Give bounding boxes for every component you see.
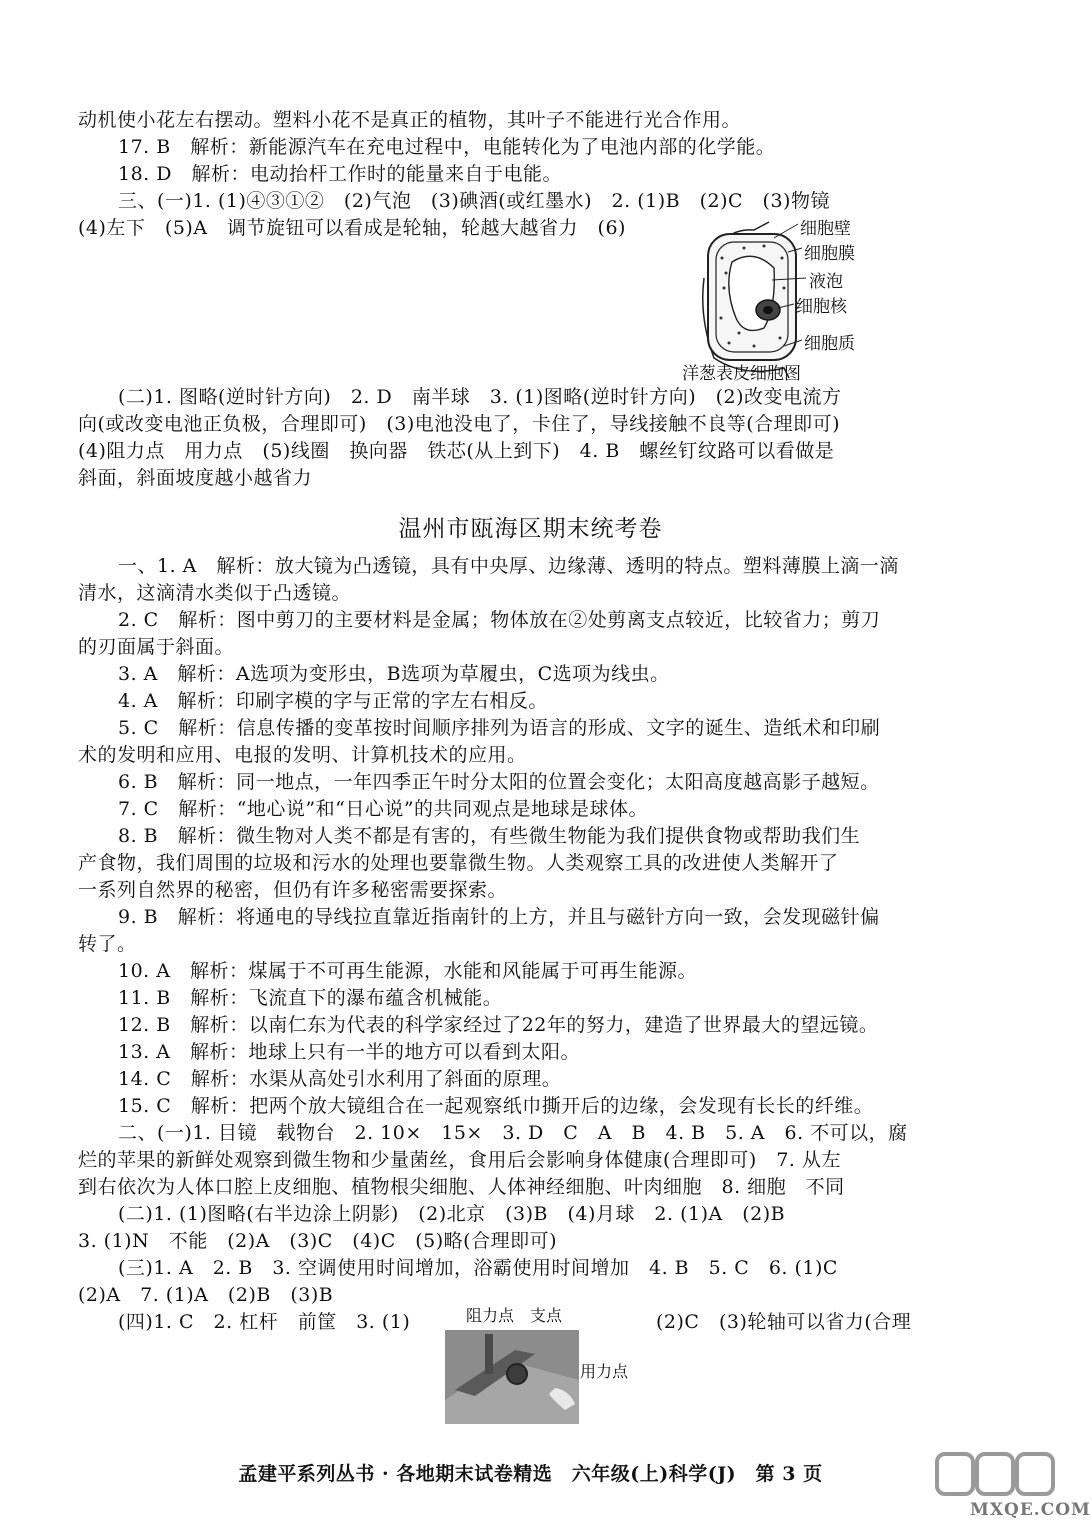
text-line: 二、(一)1. 目镜 载物台 2. 10× 15× 3. D C A B 4. B 5. A 6. 不可以，腐 [118,1122,908,1144]
text-line: 17. B 解析：新能源汽车在充电过程中，电能转化为了电池内部的化学能。 [118,136,776,158]
text-line: 2. C 解析：图中剪刀的主要材料是金属；物体放在②处剪离支点较近，比较省力；剪刀 [118,609,881,631]
label-cell-membrane: 细胞膜 [804,244,855,264]
label-effort-point: 用力点 [580,1362,629,1381]
lever-photo [445,1330,579,1424]
page-footer: 孟建平系列丛书 · 各地期末试卷精选 六年级(上)科学(J) 第 3 页 [238,1463,823,1485]
lever-photo-drawing [445,1330,579,1424]
text-line: 向(或改变电池正负极，合理即可) (3)电池没电了，卡住了，导线接触不良等(合理即可) [78,413,841,435]
text-line: 三、(一)1. (1)④③①② (2)气泡 (3)碘酒(或红墨水) 2. (1)B (2)C (3)物镜 [118,190,830,212]
label-vacuole: 液泡 [809,272,843,292]
label-nucleus: 细胞核 [796,297,847,317]
text-line: (四)1. C 2. 杠杆 前筐 3. (1) [118,1311,411,1333]
text-line: 烂的苹果的新鲜处观察到微生物和少量菌丝，食用后会影响身体健康(合理即可) 7. 从左 [78,1149,841,1171]
text-line: 8. B 解析：微生物对人类不都是有害的，有些微生物能为我们提供食物或帮助我们生 [118,825,861,847]
text-line: 到右依次为人体口腔上皮细胞、植物根尖细胞、人体神经细胞、叶肉细胞 8. 细胞 不同 [78,1176,845,1198]
section-title: 温州市瓯海区期末统考卷 [398,516,663,542]
text-line: 18. D 解析：电动抬杆工作时的能量来自于电能。 [118,163,562,185]
text-line: (二)1. (1)图略(右半边涂上阴影) (2)北京 (3)B (4)月球 2. (1)A (2)B [118,1203,786,1225]
onion-cell-diagram [682,218,874,388]
figure-caption: 洋葱表皮细胞图 [682,364,801,384]
text-line: 转了。 [78,933,137,955]
text-line: 一、1. A 解析：放大镜为凸透镜，具有中央厚、边缘薄、透明的特点。塑料薄膜上滴一滴 [118,555,899,577]
text-line: 一系列自然界的秘密，但仍有许多秘密需要探索。 [78,879,508,901]
text-line: 3. (1)N 不能 (2)A (3)C (4)C (5)略(合理即可) [78,1230,557,1252]
text-line: 12. B 解析：以南仁东为代表的科学家经过了22年的努力，建造了世界最大的望远镜。 [118,1014,879,1036]
text-line: 产食物，我们周围的垃圾和污水的处理也要靠微生物。人类观察工具的改进使人类解开了 [78,852,839,874]
label-fulcrum: 支点 [530,1306,563,1325]
text-line: 13. A 解析：地球上只有一半的地方可以看到太阳。 [118,1041,580,1063]
text-line: (2)C (3)轮轴可以省力(合理 [656,1311,912,1333]
text-line: 15. C 解析：把两个放大镜组合在一起观察纸巾撕开后的边缘，会发现有长长的纤维。 [118,1095,874,1117]
text-line: 斜面，斜面坡度越小越省力 [78,467,313,489]
text-line: 4. A 解析：印刷字模的字与正常的字左右相反。 [118,690,548,712]
text-line: 9. B 解析：将通电的导线拉直靠近指南针的上方，并且与磁针方向一致，会发现磁针偏 [118,906,880,928]
text-line: 的刃面属于斜面。 [78,636,235,658]
text-line: (4)左下 (5)A 调节旋钮可以看成是轮轴，轮越大越省力 (6) [78,217,626,239]
text-line: 7. C 解析：“地心说”和“日心说”的共同观点是地球是球体。 [118,798,649,820]
text-line: 术的发明和应用、电报的发明、计算机技术的应用。 [78,744,527,766]
text-line: (4)阻力点 用力点 (5)线圈 换向器 铁芯(从上到下) 4. B 螺丝钉纹路可以看做是 [78,440,835,462]
text-line: 动机使小花左右摆动。塑料小花不是真正的植物，其叶子不能进行光合作用。 [78,109,742,131]
text-line: 6. B 解析：同一地点，一年四季正午时分太阳的位置会变化；太阳高度越高影子越短。 [118,771,880,793]
watermark-url: MXQE.COM [970,1500,1091,1520]
label-cell-wall: 细胞壁 [800,219,851,239]
text-line: 清水，这滴清水类似于凸透镜。 [78,582,352,604]
text-line: 10. A 解析：煤属于不可再生能源，水能和风能属于可再生能源。 [118,960,697,982]
watermark-logo-drawing [935,1448,1055,1508]
text-line: (2)A 7. (1)A (2)B (3)B [78,1284,334,1306]
label-resistance-point: 阻力点 [466,1306,515,1325]
text-line: (三)1. A 2. B 3. 空调使用时间增加，浴霸使用时间增加 4. B 5. C 6. (1)C [118,1257,838,1279]
label-cytoplasm: 细胞质 [804,334,855,354]
text-line: 14. C 解析：水渠从高处引水利用了斜面的原理。 [118,1068,562,1090]
text-line: 3. A 解析：A选项为变形虫，B选项为草履虫，C选项为线虫。 [118,663,670,685]
text-line: 5. C 解析：信息传播的变革按时间顺序排列为语言的形成、文字的诞生、造纸术和印刷 [118,717,881,739]
text-line: 11. B 解析：飞流直下的瀑布蕴含机械能。 [118,987,503,1009]
text-line: (二)1. 图略(逆时针方向) 2. D 南半球 3. (1)图略(逆时针方向) (2)改变电流方 [118,386,842,408]
